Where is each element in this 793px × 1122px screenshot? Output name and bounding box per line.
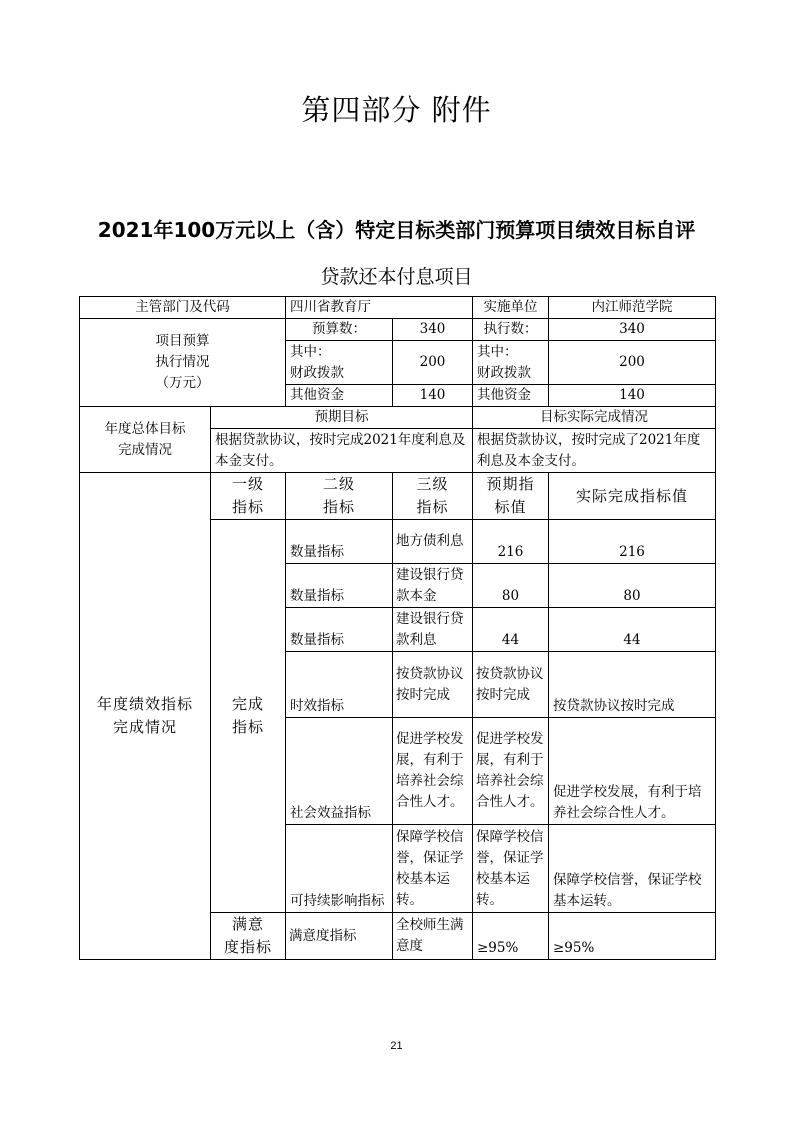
header-expected-line: 预期指 — [486, 475, 535, 493]
other-budget: 140 — [393, 385, 473, 407]
header-level3 — [393, 473, 473, 520]
row-level2: 时效指标 — [286, 652, 393, 718]
row-level3: 保障学校信誉，保证学校基本运转。 — [393, 825, 473, 913]
row-level3: 地方债利息 — [393, 520, 473, 564]
row-expected: 促进学校发展，有利于培养社会综合性人才。 — [473, 718, 549, 825]
row-expected: ≥95% — [473, 913, 549, 960]
row-actual: 保障学校信誉，保证学校基本运转。 — [549, 825, 716, 913]
row-expected: 80 — [473, 564, 549, 608]
actual-goal-header: 目标实际完成情况 — [473, 407, 716, 429]
row-level3: 促进学校发展，有利于培养社会综合性人才。 — [393, 718, 473, 825]
header-level3-line: 三级 — [416, 475, 449, 493]
row-level2: 满意度指标 — [286, 913, 393, 960]
row-actual: 216 — [549, 520, 716, 564]
satisfaction-label-line: 满意 — [231, 915, 264, 933]
row-level3: 按贷款协议按时完成 — [393, 652, 473, 718]
indicator-section-label-line: 年度绩效指标 — [96, 695, 193, 713]
budget-label-line: （万元） — [155, 375, 210, 391]
project-name: 贷款还本付息项目 — [320, 266, 473, 288]
expected-goal-header: 预期目标 — [211, 407, 473, 429]
document-subtitle: 2021年100万元以上（含）特定目标类部门预算项目绩效目标自评 — [97, 218, 696, 242]
fiscal-label-text: 财政拨款 — [477, 364, 531, 381]
budget-label — [80, 319, 286, 407]
row-actual: ≥95% — [549, 913, 716, 960]
row-level3: 全校师生满意度 — [393, 913, 473, 960]
completion-label-line: 指标 — [231, 718, 264, 736]
fiscal-label — [286, 341, 393, 385]
dept-value: 四川省教育厅 — [286, 297, 473, 319]
satisfaction-indicator-label — [211, 913, 286, 960]
header-level1 — [211, 473, 286, 520]
header-level2 — [286, 473, 393, 520]
other-exec: 140 — [549, 385, 716, 407]
row-actual: 促进学校发展，有利于培养社会综合性人才。 — [549, 718, 716, 825]
exec-count-value: 340 — [549, 319, 716, 341]
fiscal-exec-label — [473, 341, 549, 385]
row-expected: 按贷款协议按时完成 — [473, 652, 549, 718]
header-level3-line: 指标 — [416, 498, 449, 516]
row-expected: 44 — [473, 608, 549, 652]
row-actual: 80 — [549, 564, 716, 608]
actual-goal-text: 根据贷款协议，按时完成了2021年度利息及本金支付。 — [473, 429, 716, 473]
row-level2: 数量指标 — [286, 608, 393, 652]
row-expected: 216 — [473, 520, 549, 564]
row-actual: 44 — [549, 608, 716, 652]
fiscal-label-text: 财政拨款 — [290, 364, 344, 381]
row-level3: 建设银行贷款利息 — [393, 608, 473, 652]
row-expected: 保障学校信誉，保证学校基本运转。 — [473, 825, 549, 913]
page-title: 第四部分 附件 — [301, 93, 492, 127]
expected-goal-text: 根据贷款协议，按时完成2021年度利息及本金支付。 — [211, 429, 473, 473]
header-expected — [473, 473, 549, 520]
header-actual: 实际完成指标值 — [549, 473, 716, 520]
indicator-section-label — [80, 473, 211, 960]
row-level2: 数量指标 — [286, 564, 393, 608]
budget-label-line: 执行情况 — [155, 354, 210, 370]
other-exec-label: 其他资金 — [473, 385, 549, 407]
header-level2-line: 二级 — [322, 475, 355, 493]
other-label: 其他资金 — [286, 385, 393, 407]
header-level1-line: 指标 — [231, 498, 264, 516]
annual-goal-label-line: 完成情况 — [118, 441, 172, 458]
annual-goal-label — [80, 407, 211, 473]
header-expected-line: 标值 — [494, 498, 527, 516]
row-actual: 按贷款协议按时完成 — [549, 652, 716, 718]
of-which-label: 其中： — [477, 343, 518, 360]
dept-label: 主管部门及代码 — [80, 297, 286, 319]
header-level1-line: 一级 — [231, 475, 264, 493]
budget-label-line: 项目预算 — [155, 333, 210, 349]
row-level2: 可持续影响指标 — [286, 825, 393, 913]
fiscal-budget: 200 — [393, 341, 473, 385]
exec-count-label: 执行数： — [473, 319, 549, 341]
completion-indicator-label — [211, 520, 286, 913]
row-level2: 社会效益指标 — [286, 718, 393, 825]
annual-goal-label-line: 年度总体目标 — [104, 420, 186, 437]
header-level2-line: 指标 — [322, 498, 355, 516]
row-level3: 建设银行贷款本金 — [393, 564, 473, 608]
performance-table — [79, 296, 716, 960]
fiscal-exec: 200 — [549, 341, 716, 385]
completion-label-line: 完成 — [231, 695, 264, 713]
page-number: 21 — [390, 1040, 403, 1052]
impl-value: 内江师范学院 — [549, 297, 716, 319]
budget-count-label: 预算数： — [286, 319, 393, 341]
impl-label: 实施单位 — [473, 297, 549, 319]
indicator-section-label-line: 完成情况 — [112, 718, 177, 736]
satisfaction-label-line: 度指标 — [223, 938, 272, 956]
row-level2: 数量指标 — [286, 520, 393, 564]
of-which-label: 其中： — [290, 343, 331, 360]
budget-count-value: 340 — [393, 319, 473, 341]
